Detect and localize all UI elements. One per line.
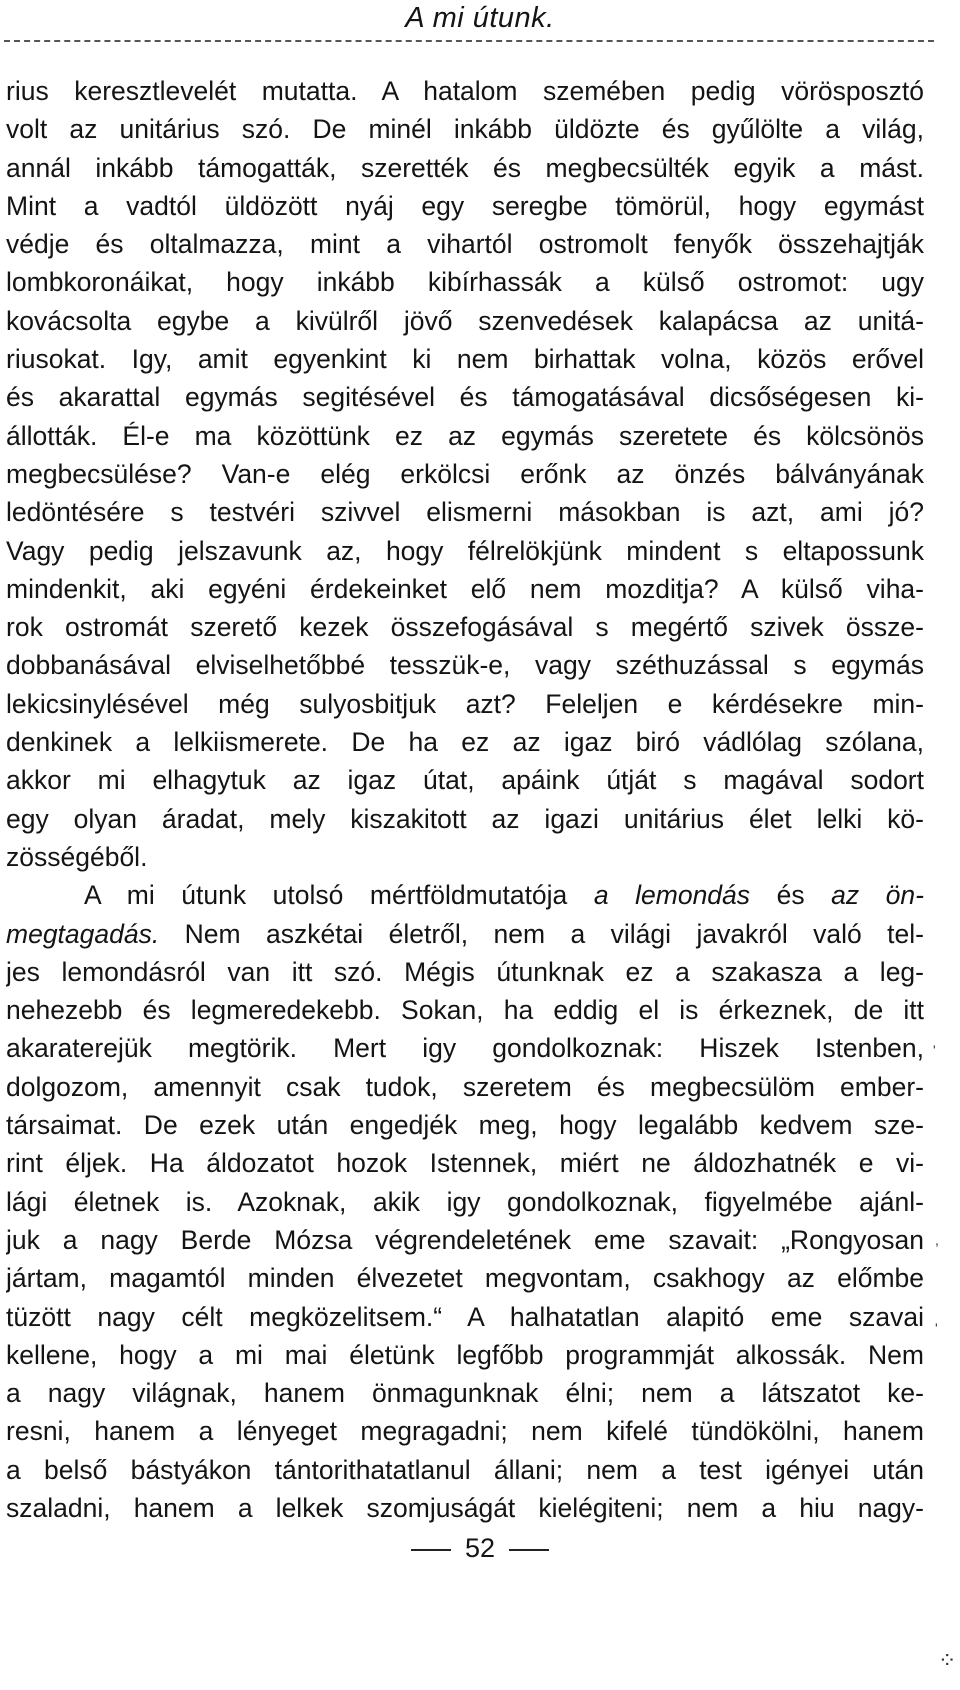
- text-line: és akarattal egymás segitésével és támogatásával dicsőségesen ki-: [6, 382, 924, 413]
- text-line: szaladni, hanem a lelkek szomjuságát kielégiteni; nem a hiu nagy-: [6, 1492, 924, 1523]
- folio-dash-left: [411, 1549, 451, 1551]
- text-line: zösségéből.: [6, 841, 148, 872]
- text-line: denkinek a lelkiismerete. De ha ez az igaz biró vádlólag szólana,: [6, 727, 924, 758]
- text-line: lombkoronáikat, hogy inkább kibírhassák a külső ostromot: ugy: [6, 267, 924, 298]
- text-line: kovácsolta egybe a kivülről jövő szenvedések kalapácsa az unitá-: [6, 305, 924, 336]
- line-text: Nem aszkétai életről, nem a világi javakról való tel-: [159, 918, 924, 949]
- text-line: rius keresztlevelét mutatta. A hatalom szemében pedig vörösposztó: [6, 76, 924, 106]
- text-line: védje és oltalmazza, mint a vihartól ostromolt fenyők összehajtják: [6, 229, 924, 260]
- paragraph-2: [6, 876, 924, 1527]
- text-line: egy olyan áradat, mely kiszakitott az igazi unitárius élet lelki kö-: [6, 803, 924, 834]
- text-line: lági életnek is. Azoknak, akik igy gondolkoznak, figyelmébe ajánl-: [6, 1186, 924, 1217]
- text-line: rok ostromát szerető kezek összefogásával s megértő szivek össze-: [6, 612, 924, 643]
- text-line: kellene, hogy a mi mai életünk legfőbb programmját alkossák. Nem: [6, 1339, 924, 1370]
- margin-speck: ': [933, 1042, 936, 1058]
- margin-speck: ⁘: [938, 1648, 957, 1673]
- page-number-text: 52: [464, 1533, 496, 1563]
- text-line: ledöntésére s testvéri szivvel elismerni másokban is azt, ami jó?: [6, 497, 924, 528]
- text-line: rint éljek. Ha áldozatot hozok Istennek, miért ne áldozhatnék e vi-: [6, 1148, 924, 1179]
- text-line: Mint a vadtól üldözött nyáj egy seregbe tömörül, hogy egymást: [6, 190, 924, 221]
- page-number: [0, 1533, 960, 1564]
- text-line: a belső bástyákon tántorithatatlanul állani; nem a test igényei után: [6, 1454, 924, 1485]
- emphasis-onmegtagadas-start: az ön-: [831, 880, 924, 911]
- text-line: akkor mi elhagytuk az igaz útat, apáink útját s magával sodort: [6, 765, 924, 796]
- paragraph-2-first-line: [6, 876, 924, 914]
- text-line: resni, hanem a lényeget megragadni; nem kifelé tündökölni, hanem: [6, 1416, 924, 1447]
- line-text: és: [750, 880, 832, 911]
- text-line: a nagy világnak, hanem önmagunknak élni; nem a látszatot ke-: [6, 1378, 924, 1409]
- text-line: juk a nagy Berde Mózsa végrendeletének eme szavait: „Rongyosan: [6, 1224, 924, 1255]
- margin-speck: ': [935, 1320, 938, 1336]
- line-text: A mi útunk utolsó mértföldmutatója: [84, 880, 594, 911]
- paragraph-1: [6, 72, 924, 876]
- text-line: Vagy pedig jelszavunk az, hogy félrelökjünk mindent s eltapossunk: [6, 535, 924, 566]
- text-line: dobbanásával elviselhetőbbé tesszük-e, vagy széthuzással s egymás: [6, 650, 924, 681]
- paragraph-2-rest: [6, 953, 924, 1527]
- text-line: mindenkit, aki egyéni érdekeinket elő nem mozditja? A külső viha-: [6, 573, 924, 604]
- margin-speck: ,: [935, 1232, 939, 1248]
- emphasis-lemondas: a lemondás: [593, 880, 751, 911]
- text-line: jes lemondásról van itt szó. Mégis útunknak ez a szakasza a leg-: [6, 956, 924, 987]
- text-line: társaimat. De ezek után engedjék meg, hogy legalább kedvem sze-: [6, 1110, 924, 1141]
- emphasis-onmegtagadas-end: megtagadás.: [6, 918, 160, 949]
- header-rule: [4, 40, 934, 42]
- text-line: volt az unitárius szó. De minél inkább üldözte és gyűlölte a világ,: [6, 114, 924, 145]
- text-line: megbecsülése? Van-e elég erkölcsi erőnk az önzés bálványának: [6, 458, 924, 489]
- text-line: akaraterejük megtörik. Mert igy gondolkoznak: Hiszek Istenben,: [6, 1033, 924, 1064]
- text-line: nehezebb és legmeredekebb. Sokan, ha eddig el is érkeznek, de itt: [6, 995, 924, 1026]
- text-line: állották. Él-e ma közöttünk ez az egymás szeretete és kölcsönös: [6, 420, 924, 451]
- text-line: jártam, magamtól minden élvezetet megvontam, csakhogy az előmbe: [6, 1263, 924, 1294]
- text-line: dolgozom, amennyit csak tudok, szeretem és megbecsülöm ember-: [6, 1071, 924, 1102]
- text-line: riusokat. Igy, amit egyenkint ki nem birhattak volna, közös erővel: [6, 344, 924, 375]
- running-title: A mi útunk.: [405, 2, 555, 34]
- folio-dash-right: [509, 1549, 549, 1551]
- paragraph-2-second-line: [6, 915, 924, 953]
- text-line: lekicsinylésével még sulyosbitjuk azt? Feleljen e kérdésekre min-: [6, 688, 924, 719]
- body-text: [6, 72, 924, 1527]
- text-line: tüzött nagy célt megközelitsem.“ A halhatatlan alapitó eme szavai: [6, 1301, 924, 1332]
- text-line: annál inkább támogatták, szerették és megbecsülték egyik a mást.: [6, 152, 924, 183]
